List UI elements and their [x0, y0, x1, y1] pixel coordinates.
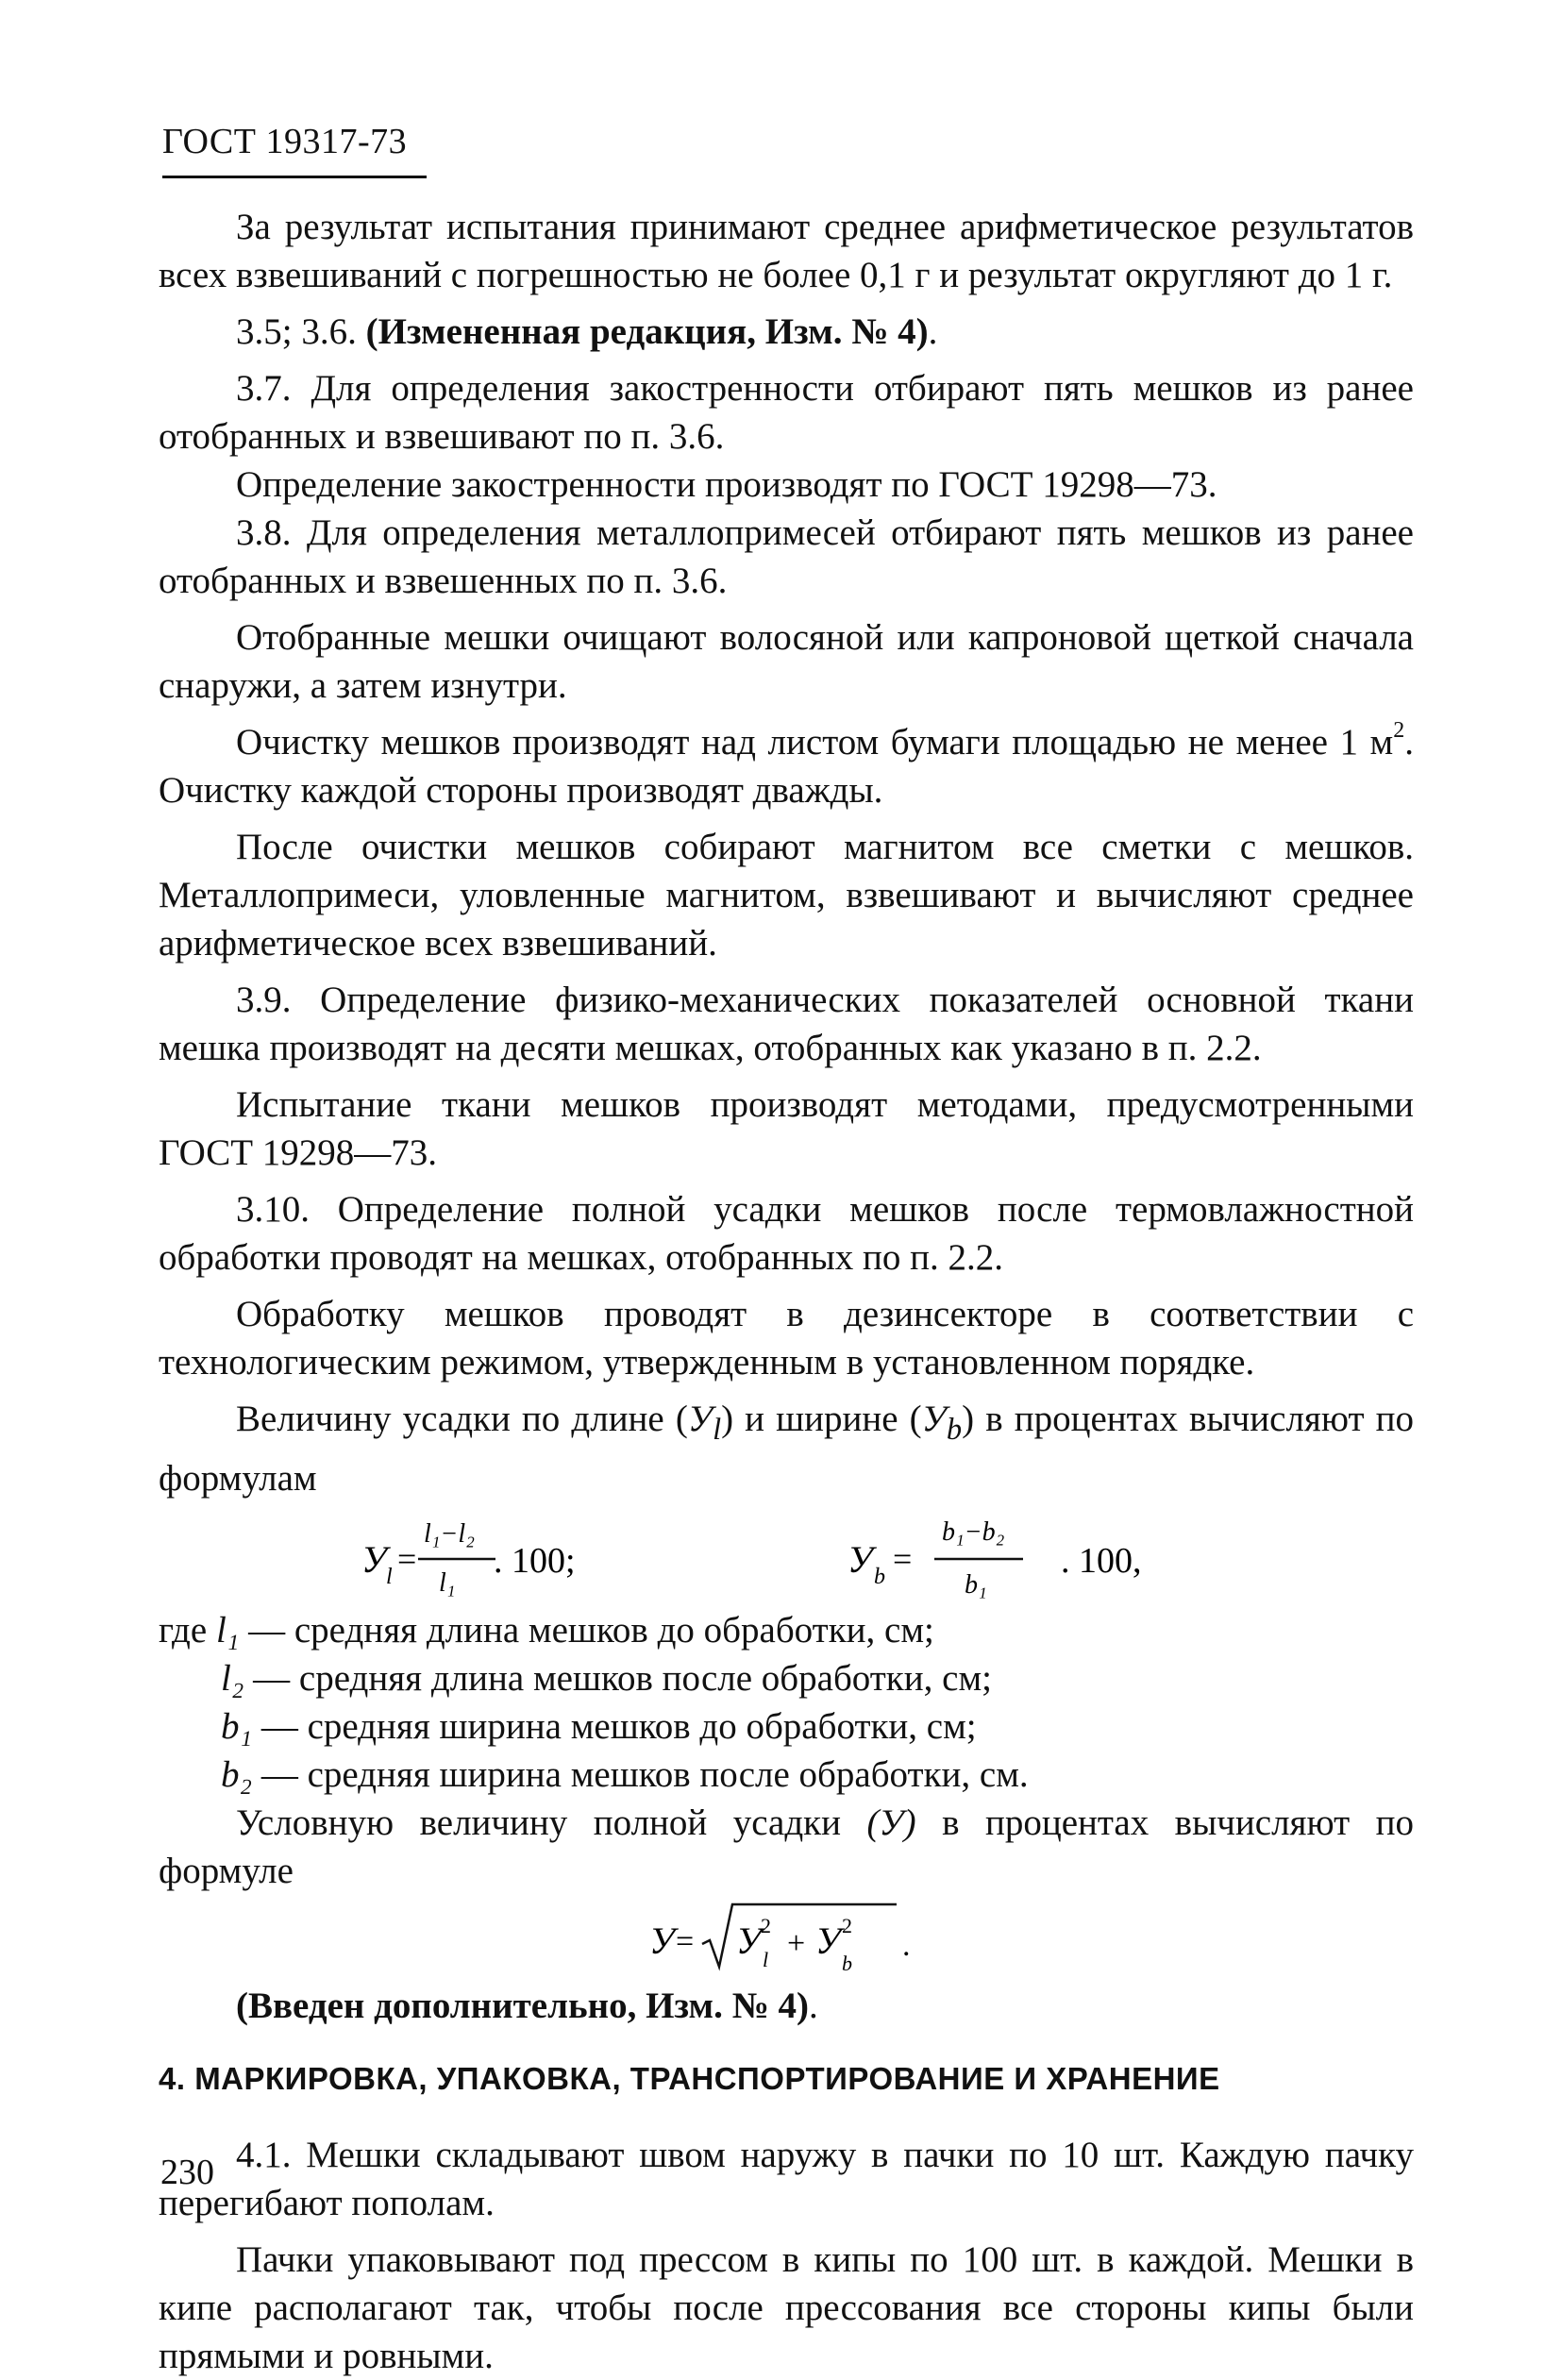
amendment-note-2: (Введен дополнительно, Изм. № 4) [236, 1985, 810, 2026]
where-symbol-3: b₁ [221, 1705, 253, 1747]
svg-text:2: 2 [842, 1913, 852, 1937]
shrinkage-text-c: ) в процентах вычисляют по формулам [159, 1399, 1414, 1499]
where-line-3 [159, 1702, 1414, 1751]
area-text-after: . Очистку каждой стороны производят дважды. [159, 722, 1414, 811]
paragraph-result: За результат испытания принимают среднее арифметическое результатов всех взвешиваний с погрешностью не более 0,1 г и результат округляют до 1 г. [159, 207, 1414, 295]
svg-text:l: l [763, 1947, 769, 1971]
formula-width-lhs: У [848, 1537, 873, 1581]
paragraph-disinsector: Обработку мешков проводят в дезинсекторе в соответствии с технологическим режимом, утвержденным в установленном порядке. [159, 1294, 1414, 1383]
svg-text:2: 2 [761, 1913, 771, 1937]
paragraph-packing: Пачки упаковывают под прессом в кипы по 100 шт. в каждой. Мешки в кипе располагают так, чтобы после прессования все стороны кипы были прямыми и ровными. [159, 2238, 1414, 2376]
paragraph-cleaning-area [159, 718, 1414, 814]
where-line-4 [159, 1751, 1414, 1799]
shrinkage-formulas [159, 1502, 1414, 1606]
paragraph-3-9: 3.9. Определение физико-механических показателей основной ткани мешка производят на десяти мешках, отобранных как указано в п. 2.2. [159, 980, 1414, 1068]
formula-length-lhs-sub: l [386, 1564, 393, 1589]
shrinkage-text-b: ) и ширине ( [721, 1399, 922, 1439]
page-number: 230 [160, 2153, 214, 2192]
paragraph-4-1: 4.1. Мешки складывают швом наружу в пачки по 10 шт. Каждую пачку перегибают пополам. [159, 2134, 1414, 2223]
formula-total-svg [649, 1895, 1027, 1982]
where-text-1: — средняя длина мешков до обработки, см; [248, 1609, 934, 1651]
paragraph-3-5-3-6 [159, 308, 1414, 356]
formula-length [361, 1516, 673, 1622]
where-text-3: — средняя ширина мешков до обработки, см; [260, 1705, 977, 1747]
total-shrinkage-text-after: в процентах вычисляют по формуле [159, 1802, 1414, 1891]
paragraph-amendment-2 [159, 1982, 1414, 2030]
formula-length-multiplier: . 100; [494, 1540, 576, 1581]
svg-text:=: = [397, 1539, 417, 1578]
svg-text:b: b [842, 1951, 852, 1975]
formula-length-svg [361, 1516, 673, 1610]
symbol-yb-sub: b [946, 1412, 963, 1447]
paragraph-3-10: 3.10. Определение полной усадки мешков после термовлажностной обработки проводят на мешках, отобранных по п. 2.2. [159, 1189, 1414, 1278]
symbol-yl [687, 1399, 722, 1447]
formula-total [159, 1895, 1414, 1982]
header-rule [162, 176, 427, 178]
formula-length-numerator: l₁−l₂ [424, 1518, 475, 1549]
formula-width-lhs-sub: b [874, 1564, 885, 1589]
section-4-title: 4. МАРКИРОВКА, УПАКОВКА, ТРАНСПОРТИРОВАНИЕ И ХРАНЕНИЕ [159, 2060, 1220, 2096]
paragraph-shrinkage-intro [159, 1395, 1414, 1502]
where-prefix: где [159, 1609, 208, 1651]
svg-text:=: = [676, 1923, 695, 1959]
where-symbol-2: l₂ [221, 1657, 244, 1699]
symbol-yl-base: У [687, 1399, 713, 1439]
svg-text:У: У [736, 1919, 762, 1962]
svg-text:.: . [902, 1927, 911, 1963]
formula-width-denominator: b₁ [965, 1569, 987, 1600]
where-symbol-4: b₂ [221, 1753, 253, 1795]
formula-length-lhs: У [361, 1537, 387, 1581]
paragraph-fabric-test: Испытание ткани мешков производят методами, предусмотренными ГОСТ 19298—73. [159, 1084, 1414, 1173]
formula-width-numerator: b₁−b₂ [942, 1517, 1005, 1547]
period: . [928, 311, 938, 352]
paragraph-total-shrinkage [159, 1799, 1414, 1895]
where-text-4: — средняя ширина мешков после обработки, см. [260, 1753, 1029, 1795]
paragraph-cleaning: Отобранные мешки очищают волосяной или капроновой щеткой сначала снаружи, а затем изнутри. [159, 617, 1414, 706]
where-text-2: — средняя длина мешков после обработки, см; [253, 1657, 992, 1699]
document-body [159, 203, 1414, 2380]
shrinkage-text-a: Величину усадки по длине ( [236, 1399, 688, 1439]
svg-text:+: + [787, 1925, 806, 1961]
svg-text:=: = [893, 1539, 913, 1578]
paragraph-zakostrennost: Определение закостренности производят по ГОСТ 19298—73. [236, 464, 1217, 505]
paragraph-3-8: 3.8. Для определения металлопримесей отбирают пять мешков из ранее отобранных и взвешенных по п. 3.6. [159, 512, 1414, 601]
total-shrinkage-text: Условную величину полной усадки [236, 1802, 841, 1843]
period-2: . [809, 1985, 818, 2026]
paragraph-magnet: После очистки мешков собирают магнитом все сметки с мешков. Металлопримеси, уловленные магнитом, взвешивают и вычисляют среднее арифметическое всех взвешиваний. [159, 827, 1414, 964]
symbol-yb-base: У [921, 1399, 947, 1439]
where-symbol-1: l₁ [215, 1609, 240, 1651]
symbol-yb [921, 1399, 963, 1447]
svg-text:У: У [649, 1919, 675, 1962]
formula-width-svg [848, 1516, 1338, 1610]
formula-width-multiplier: . 100, [1061, 1540, 1142, 1581]
svg-text:У: У [815, 1919, 841, 1962]
formula-width [848, 1516, 1338, 1622]
where-line-2 [159, 1654, 1414, 1702]
clause-numbers: 3.5; 3.6. [236, 311, 366, 352]
amendment-note: (Измененная редакция, Изм. № 4) [365, 311, 929, 352]
symbol-y: (У) [866, 1802, 916, 1843]
document-header: ГОСТ 19317-73 [162, 122, 408, 161]
formula-length-denominator: l₁ [439, 1567, 456, 1598]
paragraph-3-7: 3.7. Для определения закостренности отбирают пять мешков из ранее отобранных и взвешивают по п. 3.6. [159, 368, 1414, 457]
symbol-yl-sub: l [713, 1412, 722, 1447]
area-exponent: 2 [1393, 718, 1405, 743]
area-text: Очистку мешков производят над листом бумаги площадью не менее 1 м [236, 722, 1394, 763]
